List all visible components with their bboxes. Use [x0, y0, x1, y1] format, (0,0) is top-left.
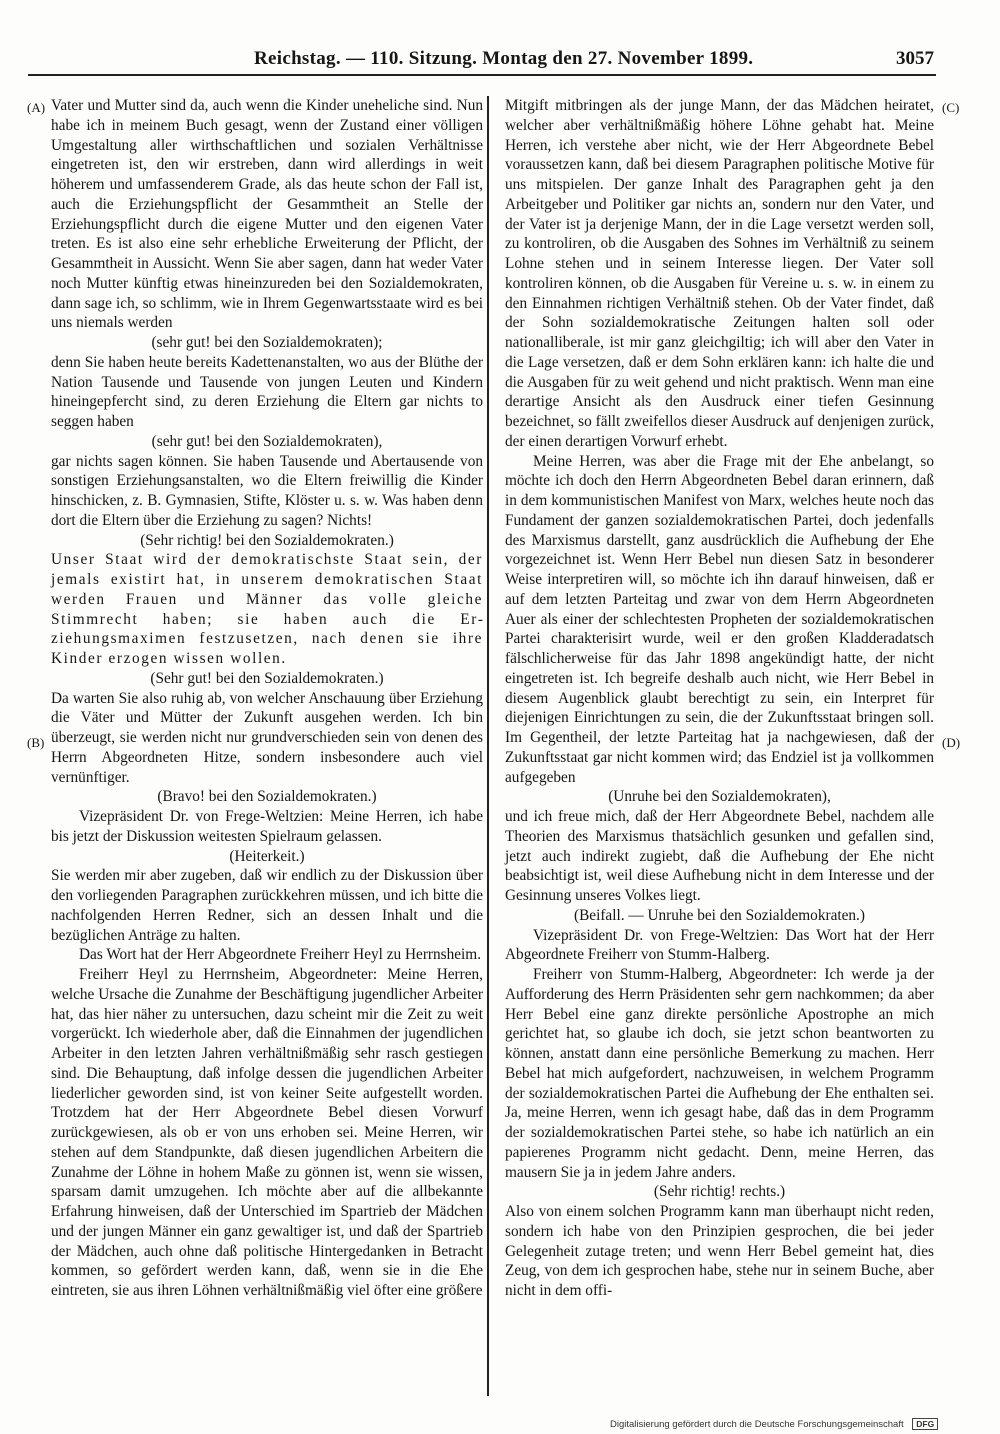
speaker-paragraph: Freiherr von Stumm-Halberg, Abgeordneter: Ich werde ja der Aufforderung des Herrn Präsidenten sehr gern nachkommen; da aber Herr Bebel eine ganz direkte persönliche Apostrophe an mich gerichtet hat, so glaube ich doch, sie jetzt schon beantworten zu können, anstatt dann eine persönliche Bemerkung zu machen. Herr Bebel hat mich aufgefordert, nachzuweisen, in welchem Programm der sozialdemokratischen Partei die Aufhebung der Ehe enthalten sei. Ja, meine Herren, wenn ich gesagt habe, daß das in dem Programm der sozialdemokratischen Partei stehe, so habe ich natürlich an ein papierenes Programm nicht gedacht. Denn, meine Herren, das mausern Sie ja in jedem Jahre anders.: [505, 966, 934, 1181]
column-divider: [487, 96, 489, 1396]
dfg-logo: DFG: [912, 1418, 938, 1430]
speaker-paragraph: Freiherr Heyl zu Herrnsheim, Abgeordneter: Meine Herren, welche Ursache die Zunahme der Beschäftigung jugendlicher Arbeiter hat, das hier näher zu untersuchen, dazu scheint mir die Zeit zu weit vorgerückt. Ich wiederhole aber, daß die Einnahmen der jugendlichen Arbeiter in den letzten Jahren verhältnißmäßig sehr rasch gestiegen sind. Die Behauptung, daß infolge dessen die jugendlichen Arbeiter liederlicher geworden sind, ist von keiner Seite aufgestellt worden. Trotzdem hat der Herr Abgeordnete Bebel diesen Vorwurf zurückgewiesen, als ob er von uns erhoben sei. Meine Herren, wir stehen auf dem Standpunkte, daß diesen jugendlichen Arbeitern die Zunahme der Löhne in hohem Maße zu gönnen ist, wenn sie wissen, sparsam damit umzugehen. Ich möchte aber auf die allbekannte Erfahrung hinweisen, daß der Unterschied im Spartrieb der Mädchen und der jungen Männer ein ganz gewaltiger ist, und daß der Spartrieb der Mädchen, auch ohne daß politische Hintergedanken in Betracht kommen, so gefördert werden kann, daß, wenn sie in die Ehe eintreten, sie aus ihren Löhnen verhältnißmäßig viel öfter eine größere: [51, 966, 483, 1299]
paragraph: und ich freue mich, daß der Herr Abgeordnete Bebel, nachdem alle Theorien des Marxismus thatsächlich gesunken und gefallen sind, jetzt auch indirekt zugiebt, daß die Aufhebung der Ehe nicht beabsichtigt ist, weil diese Aufhebung nicht in dem Interesse und der Gesinnung unseres Volkes liegt.: [505, 808, 934, 904]
interjection: (Unruhe bei den Sozialdemokraten),: [608, 788, 831, 806]
interjection: (Sehr gut! bei den Sozialdemokraten.): [150, 669, 384, 687]
digitization-footer: [610, 1418, 938, 1430]
paragraph: Das Wort hat der Herr Abgeordnete Freiherr Heyl zu Herrnsheim.: [79, 946, 482, 964]
margin-marker-a: (A): [27, 100, 46, 115]
margin-marker-d: (D): [942, 735, 961, 750]
right-column: [505, 96, 934, 1301]
paragraph: Meine Herren, was aber die Frage mit der Ehe anbelangt, so möchte ich doch den Herrn Abgeordneten Bebel daran erinnern, daß in dem kommunistischen Manifest von Marx, welches heute noch das Fundament der ganzen sozialdemokratischen Partei, doch jedenfalls des Marxismus darstellt, ganz ausdrücklich die Aufhebung der Ehe vorgezeichnet ist. Wenn Herr Bebel nun diesen Satz in besonderer Weise interpretiren will, so möchte ich ihn darauf hinweisen, daß er auf dem letzten Parteitag und zwar von dem Herrn Abgeordneten Auer als einer der schlechtesten Propheten der sozialdemokratischen Partei charakterisirt wurde, weil er den großen Kladderadatsch fälschlicherweise für das Jahr 1898 angekündigt hatte, der nicht eingetreten ist. Ich begreife deshalb auch nicht, wie Herr Bebel in diesem Augenblick glaubt berechtigt zu sein, ein Interpret für diejenigen Einrichtungen zu sein, die der Zukunftsstaat bringen soll. Im Gegentheil, der letzte Parteitag hat ja nachgewiesen, daß der Zukunftsstaat gar nicht kommen wird; das Endziel ist ja vollkommen aufgegeben: [505, 452, 934, 786]
paragraph: denn Sie haben heute bereits Kadettenanstalten, wo aus der Blüthe der Nation Tausende und Tausende von jungen Leuten und Kindern hineingepfercht sind, zu deren Erziehung die Eltern gar nichts to seggen haben: [51, 353, 483, 430]
speaker-paragraph: Vizepräsident Dr. von Frege-Weltzien: Meine Herren, ich habe bis jetzt der Diskussion weitesten Spielraum gelassen.: [51, 808, 483, 845]
paragraph: Da warten Sie also ruhig ab, von welcher Anschauung über Erziehung die Väter und Mütter der Zukunft ausgehen werden. Ich bin überzeugt, sie werden nicht nur grundverschieden sein von denen des Herrn Abgeordneten Hitze, sondern insbesondere auch viel vernünftiger.: [51, 689, 483, 786]
paragraph: Mitgift mitbringen als der junge Mann, der das Mädchen heiratet, welcher aber verhältnißmäßig höhere Löhne gehabt hat. Meine Herren, ich verstehe aber nicht, wie der Herr Abgeordnete Bebel voraussetzen kann, daß bei diesem Paragraphen politische Motive für uns mitspielen. Der ganze Inhalt des Paragraphen geht ja den Arbeitgeber und Politiker gar nichts an, sondern nur den Vater, und der Vater ist ja derjenige Mann, der in die Lage versetzt werden soll, zu kontroliren, ob die Ausgaben des Sohnes im Verhältniß zu seinem Lohne stehen und in seinem Interesse liegen. Der Vater soll kontroliren können, ob die Ausgaben für Vereine u. s. w. in einem zu den Einnahmen richtigen Verhältniß stehen. Ob der Vater findet, daß der Sohn sozialdemokratische Zeitungen halten soll oder nationalliberale, ist mir ganz gleichgiltig; ich will aber den Vater in die Lage versetzen, daß er dem Sohn erklären kann: ich halte die und die Ausgaben für zu weit gehend und nicht praktisch. Wenn man eine derartige Ansicht als den Ausdruck einer tiefen Gesinnung bezeichnet, so fällt zweifellos dieser Ausdruck auf denjenigen zurück, der einen derartigen Vorwurf erhebt.: [505, 97, 934, 450]
paragraph: Vater und Mutter sind da, auch wenn die Kinder uneheliche sind. Nun habe ich in meinem Buch gesagt, wenn der Zustand einer völligen Umgestaltung aller wirthschaftlichen und sozialen Verhältnisse eingetreten ist, den wir erstreben, dann wird allerdings in weit höherem und umfassenderem Grade, als das heute schon der Fall ist, auch die Erziehungspflicht der Gesammtheit an Stelle der Erziehungspflicht durch die eigene Mutter und den eigenen Vater treten. Es ist also eine sehr erhebliche Erweiterung der Pflicht, der Gesammtheit in Aussicht. Wenn Sie aber sagen, dann hat weder Vater noch Mutter künftig etwas hineinzureden bei den Sozialdemokraten, dann sage ich, so schlimm, wie in Ihrem Gegenwartsstaate wird es bei uns niemals werden: [51, 97, 483, 332]
interjection: (Heiterkeit.): [229, 847, 305, 865]
interjection: (sehr gut! bei den Sozialdemokraten);: [151, 334, 383, 351]
running-title: Reichstag. — 110. Sitzung. Montag den 27. November 1899.: [254, 48, 754, 69]
paragraph: Sie werden mir aber zugeben, daß wir endlich zu der Diskussion über den vorliegenden Paragraphen zurückkehren müssen, und ich bitte die nachfolgenden Herren Redner, sich an dessen Inhalt und die bezüglichen Anträge zu halten.: [51, 867, 483, 944]
margin-marker-c: (C): [942, 100, 960, 115]
page-number: 3057: [896, 48, 934, 69]
speaker-paragraph: Vizepräsident Dr. von Frege-Weltzien: Das Wort hat der Herr Abgeordnete Freiherr von Stumm-Halberg.: [505, 926, 934, 964]
interjection: (Bravo! bei den Sozialdemokraten.): [157, 788, 377, 806]
header-rule: [28, 74, 936, 76]
interjection: (Beifall. — Unruhe bei den Sozialdemokraten.): [574, 906, 865, 924]
footer-text: Digitalisierung gefördert durch die Deutsche Forschungsgemeinschaft: [610, 1419, 904, 1430]
left-column: [51, 96, 483, 1301]
interjection: (Sehr richtig! bei den Sozialdemokraten.): [140, 531, 394, 549]
interjection: (sehr gut! bei den Sozialdemokraten),: [151, 432, 383, 450]
margin-marker-b: (B): [27, 735, 45, 750]
paragraph: Unser Staat wird der demokratischste Staat sein, der jemals existirt hat, in unserem demokratischen Staat werden Frauen und Männer das volle gleiche Stimmrecht haben; sie haben auch die Erziehungsmaximen festzusetzen, nach denen sie ihre Kinder erzogen wissen wollen.: [51, 551, 483, 667]
interjection: (Sehr richtig! rechts.): [653, 1183, 786, 1201]
paragraph: Also von einem solchen Programm kann man überhaupt nicht reden, sondern ich habe von den Prinzipien gesprochen, die bei jeder Gelegenheit zutage treten; und wenn Herr Bebel gemeint hat, dies Zeug, von dem ich gesprochen habe, stehe nur in seinem Buche, aber nicht in dem offi-: [505, 1203, 934, 1299]
paragraph: gar nichts sagen können. Sie haben Tausende und Abertausende von sonstigen Erziehungsanstalten, wo die Eltern freiwillig die Kinder hinschicken, z. B. Gymnasien, Stifte, Klöster u. s. w. Was haben denn dort die Eltern über die Erziehung zu sagen? Nichts!: [51, 452, 483, 529]
